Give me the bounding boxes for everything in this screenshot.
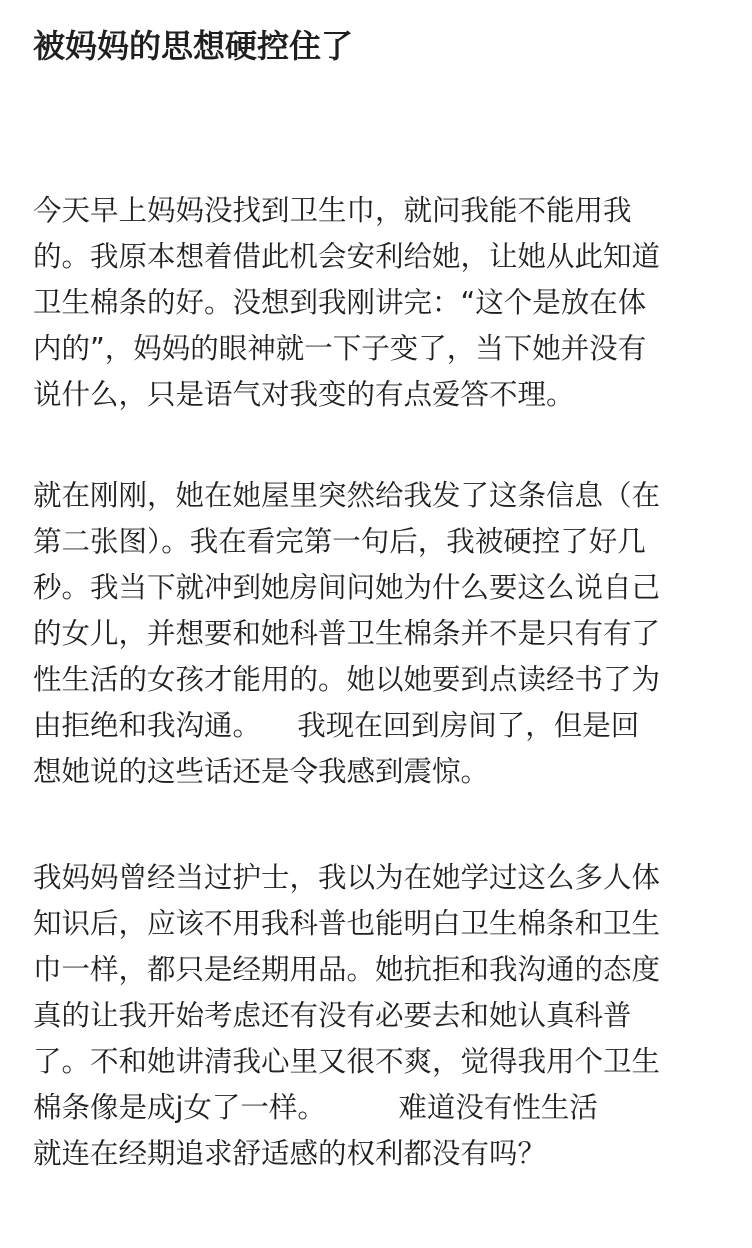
paragraph-line: 了。不和她讲清我心里又很不爽，觉得我用个卫生 <box>33 1045 661 1078</box>
paragraph-line: 卫生棉条的好。没想到我刚讲完：“这个是放在体 <box>33 286 647 319</box>
paragraph-line: 的。我原本想着借此机会安利给她，让她从此知道 <box>33 240 661 273</box>
paragraph-line: 性生活的女孩才能用的。她以她要到点读经书了为 <box>33 663 661 696</box>
paragraph-2 <box>33 473 723 795</box>
paragraph-line: 知识后，应该不用我科普也能明白卫生棉条和卫生 <box>33 907 661 940</box>
paragraph-line: 就连在经期追求舒适感的权利都没有吗？ <box>33 1137 547 1170</box>
paragraph-line: 真的让我开始考虑还有没有必要去和她认真科普 <box>33 999 632 1032</box>
post-body <box>33 188 723 1177</box>
paragraph-3 <box>33 855 723 1177</box>
paragraph-line: 我妈妈曾经当过护士，我以为在她学过这么多人体 <box>33 861 661 894</box>
paragraph-line: 秒。我当下就冲到她房间问她为什么要这么说自己 <box>33 571 661 604</box>
paragraph-line: 第二张图）。我在看完第一句后，我被硬控了好几 <box>33 525 646 558</box>
paragraph-line: 说什么，只是语气对我变的有点爱答不理。 <box>33 378 575 411</box>
paragraph-1 <box>33 188 723 418</box>
paragraph-line: 的女儿，并想要和她科普卫生棉条并不是只有有了 <box>33 617 661 650</box>
paragraph-line: 内的”，妈妈的眼神就一下子变了，当下她并没有 <box>33 332 647 365</box>
paragraph-line: 棉条像是成j女了一样。 难道没有性生活 <box>33 1091 598 1124</box>
paragraph-line: 巾一样，都只是经期用品。她抗拒和我沟通的态度 <box>33 953 661 986</box>
paragraph-line: 今天早上妈妈没找到卫生巾，就问我能不能用我 <box>33 194 632 227</box>
paragraph-line: 就在刚刚，她在她屋里突然给我发了这条信息（在 <box>33 479 661 512</box>
paragraph-spacer <box>33 418 723 473</box>
post-title: 被妈妈的思想硬控住了 <box>33 27 354 65</box>
paragraph-spacer <box>33 795 723 855</box>
paragraph-line: 想她说的这些话还是令我感到震惊。 <box>33 755 490 788</box>
paragraph-line: 由拒绝和我沟通。 我现在回到房间了，但是回 <box>33 709 640 742</box>
